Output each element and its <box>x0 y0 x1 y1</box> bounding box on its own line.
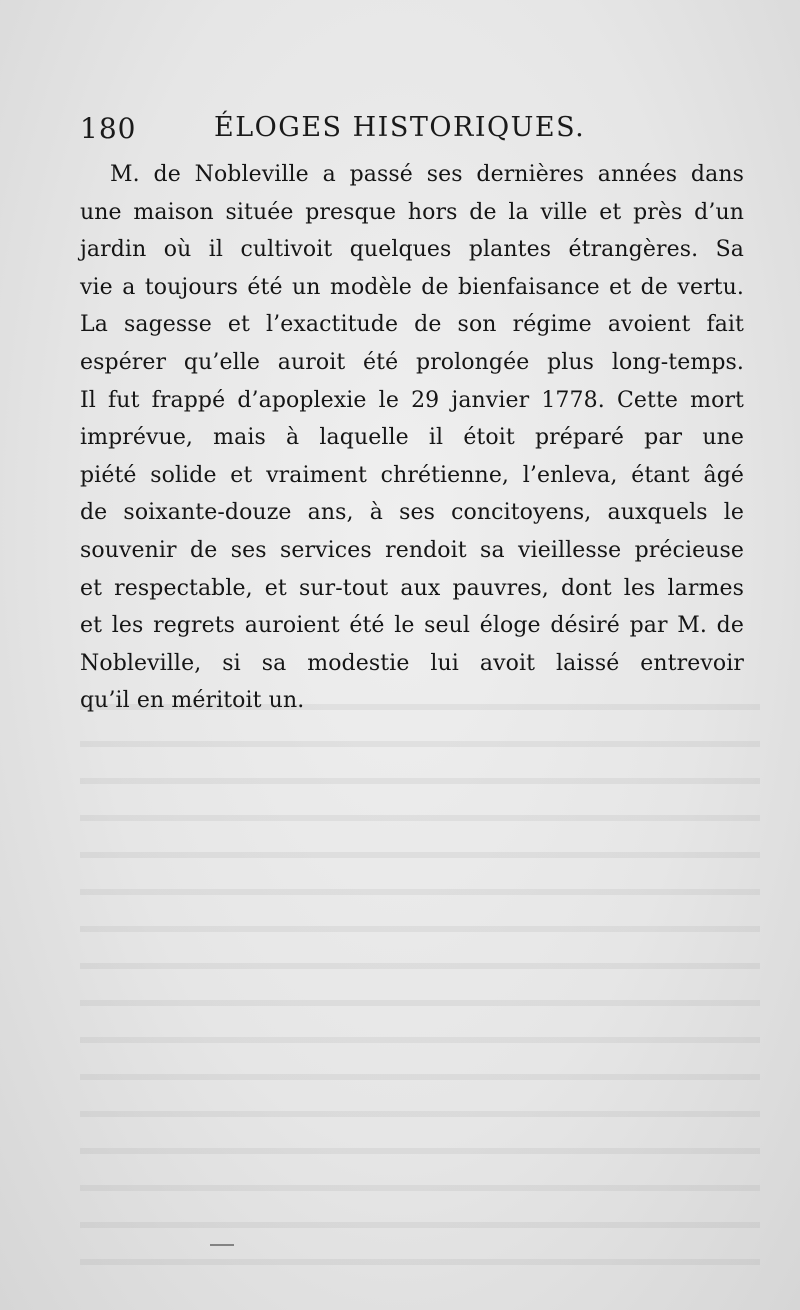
text-line: espérer qu’elle auroit été prolongée plus long-temps. <box>80 349 744 375</box>
printer-mark <box>210 1244 234 1246</box>
text-line: qu’il en méritoit un. <box>80 688 305 714</box>
running-title: ÉLOGES HISTORIQUES. <box>214 112 586 143</box>
text-line: et les regrets auroient été le seul éloge désiré par M. de <box>80 613 744 639</box>
text-line: Nobleville, si sa modestie lui avoit laissé entrevoir <box>80 650 744 676</box>
text-line: piété solide et vraiment chrétienne, l’enleva, étant âgé <box>80 462 744 488</box>
running-head <box>80 112 740 152</box>
text-line: La sagesse et l’exactitude de son régime avoient fait <box>80 312 744 338</box>
text-line: jardin où il cultivoit quelques plantes étrangères. Sa <box>80 237 744 263</box>
text-line: imprévue, mais à laquelle il étoit préparé par une <box>80 425 744 451</box>
page-number: 180 <box>80 112 137 145</box>
text-line: Il fut frappé d’apoplexie le 29 janvier 1778. Cette mort <box>80 387 744 413</box>
text-line: vie a toujours été un modèle de bienfaisance et de vertu. <box>80 274 744 300</box>
text-line: et respectable, et sur-tout aux pauvres, dont les larmes <box>80 575 744 601</box>
text-line: de soixante-douze ans, à ses concitoyens, auxquels le <box>80 500 744 526</box>
text-line: souvenir de ses services rendoit sa vieillesse précieuse <box>80 537 744 563</box>
body-paragraph <box>80 156 744 720</box>
text-line: M. de Nobleville a passé ses dernières années dans <box>110 162 744 187</box>
show-through-texture <box>80 680 760 1280</box>
text-line: une maison située presque hors de la ville et près d’un <box>80 199 744 225</box>
